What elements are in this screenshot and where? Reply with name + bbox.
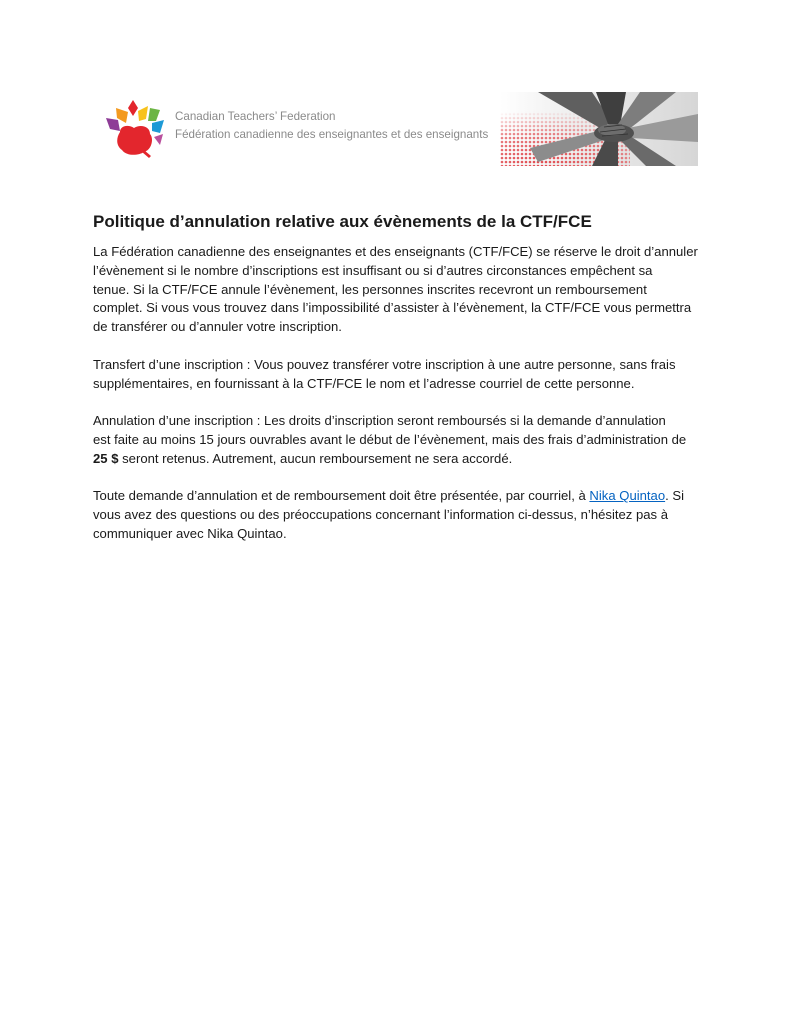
cancellation-paragraph	[93, 412, 698, 468]
paragraph-line: La Fédération canadienne des enseignantes et des enseignants (CTF/FCE) se réserve le droit d’annuler	[93, 244, 698, 259]
paragraph-line	[93, 487, 698, 506]
logo-petal-blue	[152, 120, 164, 133]
letterhead	[0, 0, 791, 180]
paragraph-line: de transférer ou d’annuler votre inscription.	[93, 319, 342, 335]
administration-fee-amount: 25 $	[93, 450, 119, 466]
paragraph-line: Annulation d’une inscription : Les droits d’inscription seront remboursés si la demande d’annulation	[93, 413, 666, 429]
paragraph-line: tenue. Si la CTF/FCE annule l’évènement, les personnes inscrites recevront un remboursement	[93, 281, 647, 297]
intro-paragraph	[93, 243, 698, 337]
page-title: Politique d’annulation relative aux évènements de la CTF/FCE	[93, 212, 592, 231]
paragraph-line: communiquer avec Nika Quintao.	[93, 525, 287, 541]
organization-names	[175, 108, 488, 144]
logo-leaf-body	[117, 126, 152, 155]
logo-petal-yellow	[138, 106, 148, 121]
maple-leaf-logo-icon	[104, 98, 166, 158]
contact-email-link[interactable]: Nika Quintao	[589, 488, 666, 504]
logo-leaf-stem	[142, 150, 151, 158]
contact-paragraph	[93, 487, 698, 543]
paragraph-line: complet. Si vous vous trouvez dans l’impossibilité d’assister à l’évènement, la CTF/FCE vous permettra	[93, 300, 692, 316]
paragraph-line: Transfert d’une inscription : Vous pouvez transférer votre inscription à une autre personne, sans frais	[93, 356, 676, 372]
fee-sentence-rest: seront retenus. Autrement, aucun remboursement ne sera accordé.	[122, 450, 513, 466]
logo-petal-purple	[106, 118, 120, 131]
paragraph-line: supplémentaires, en fournissant à la CTF/FCE le nom et l’adresse courriel de cette personne.	[93, 375, 635, 391]
org-name-french: Fédération canadienne des enseignantes et des enseignants	[175, 128, 489, 141]
paragraph-line	[93, 450, 698, 469]
logo-petal-magenta	[154, 134, 163, 145]
contact-line-start: Toute demande d’annulation et de remboursement doit être présentée, par courriel, à	[93, 488, 586, 504]
logo-petal-red	[128, 100, 138, 116]
paragraph-line: vous avez des questions ou des préoccupations concernant l’information ci-dessus, n’hésitez pas à	[93, 507, 668, 523]
paragraph-line: est faite au moins 15 jours ouvrables avant le début de l’évènement, mais des frais d’administration de	[93, 431, 687, 447]
transfer-paragraph	[93, 356, 698, 394]
logo-petal-green	[148, 108, 160, 121]
org-name-english: Canadian Teachers’ Federation	[175, 110, 336, 123]
stacked-hands-image	[500, 92, 698, 166]
paragraph-line: l’évènement si le nombre d’inscriptions est insuffisant ou si d’autres circonstances empêchent sa	[93, 262, 653, 278]
contact-line-end: . Si	[665, 488, 685, 504]
policy-body	[93, 243, 698, 563]
